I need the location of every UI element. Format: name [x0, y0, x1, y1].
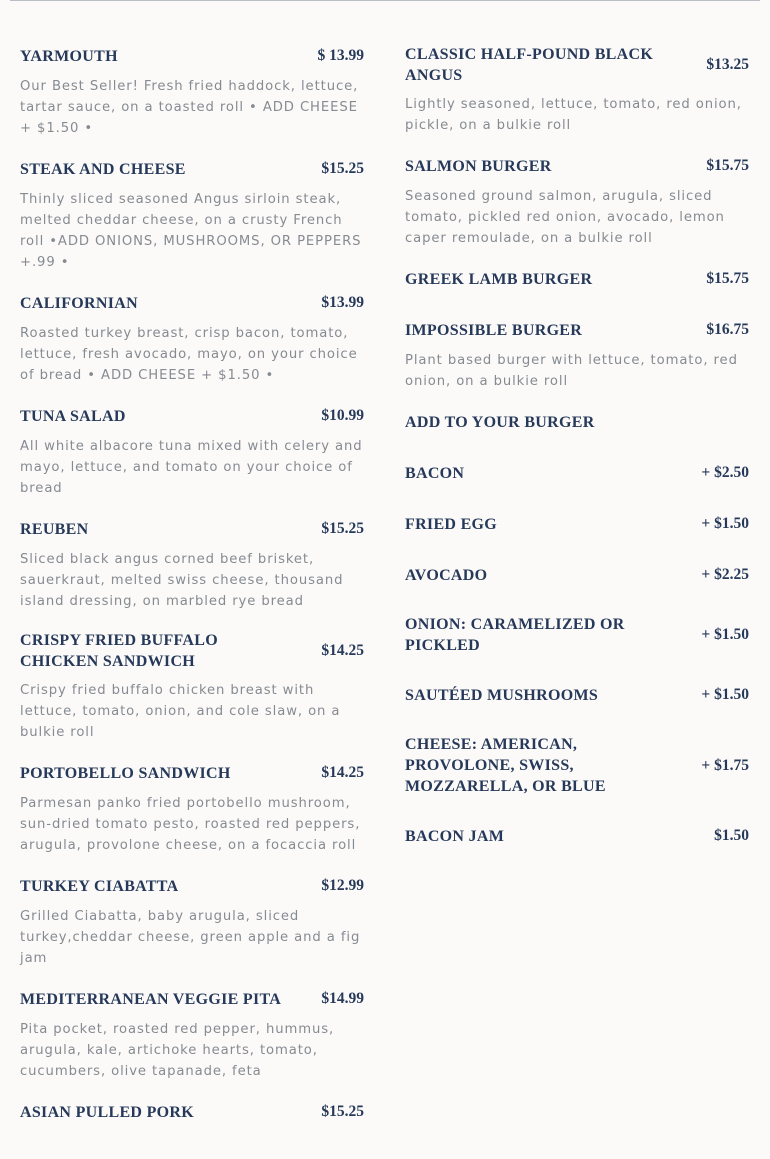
- item-name: SALMON BURGER: [405, 157, 552, 175]
- item-price: $15.25: [321, 520, 364, 537]
- item-name: CALIFORNIAN: [20, 294, 138, 312]
- item-price: $16.75: [706, 321, 749, 338]
- addon-item: [405, 824, 749, 848]
- menu-item: [405, 44, 749, 136]
- addon-price: + $1.75: [701, 756, 749, 774]
- addon-name: ONION: CARAMELIZED OR PICKLED: [405, 616, 625, 654]
- menu-item: [20, 44, 364, 139]
- menu-item: [20, 630, 364, 743]
- menu-item: [20, 404, 364, 499]
- item-name: STEAK AND CHEESE: [20, 160, 186, 178]
- item-description: All white albacore tuna mixed with celery and mayo, lettuce, and tomato on your choice of bread: [20, 439, 363, 496]
- item-description: Pita pocket, roasted red pepper, hummus, arugula, kale, artichoke hearts, tomato, cucumbers, olive tapanade, feta: [20, 1022, 335, 1079]
- addon-name: FRIED EGG: [405, 515, 498, 533]
- item-price: $10.99: [321, 407, 364, 424]
- menu-item: [20, 874, 364, 969]
- item-description: Sliced black angus corned beef brisket, sauerkraut, melted swiss cheese, thousand island dressing, on marbled rye bread: [20, 552, 344, 609]
- addon-item: [405, 461, 749, 485]
- addon-price: + $2.25: [701, 566, 749, 583]
- item-price: $15.75: [706, 157, 749, 174]
- addon-item: [405, 563, 749, 587]
- addon-name: BACON: [405, 464, 465, 482]
- sandwich-column: [20, 44, 364, 1142]
- top-divider: [10, 0, 760, 1]
- menu-item: [405, 318, 749, 392]
- burger-column: [405, 44, 749, 875]
- menu-item: [405, 154, 749, 249]
- item-description: Crispy fried buffalo chicken breast with lettuce, tomato, onion, and cole slaw, on a bulkie roll: [20, 683, 341, 740]
- item-description: Parmesan panko fried portobello mushroom, sun-dried tomato pesto, roasted red peppers, arugula, provolone cheese, on a focaccia roll: [20, 796, 361, 853]
- addon-price: + $1.50: [701, 626, 749, 643]
- item-description: Plant based burger with lettuce, tomato, red onion, on a bulkie roll: [405, 353, 738, 389]
- addon-name: AVOCADO: [405, 566, 488, 584]
- addon-price: + $1.50: [701, 686, 749, 703]
- item-price: $14.25: [321, 642, 364, 659]
- item-price: $15.25: [321, 160, 364, 177]
- item-name: ASIAN PULLED PORK: [20, 1103, 195, 1121]
- item-name: CLASSIC HALF-POUND BLACK ANGUS: [405, 46, 654, 84]
- addons-title: ADD TO YOUR BURGER: [405, 413, 595, 431]
- addon-price: + $1.50: [701, 515, 749, 532]
- item-name: MEDITERRANEAN VEGGIE PITA: [20, 990, 282, 1008]
- item-price: $ 13.99: [317, 47, 364, 64]
- addon-item: [405, 614, 749, 656]
- item-price: $15.75: [706, 270, 749, 287]
- item-price: $12.99: [321, 877, 364, 894]
- item-description: Seasoned ground salmon, arugula, sliced tomato, pickled red onion, avocado, lemon caper remoulade, on a bulkie roll: [405, 189, 725, 246]
- menu-item: [20, 157, 364, 273]
- item-price: $14.99: [321, 990, 364, 1007]
- item-name: TUNA SALAD: [20, 407, 126, 425]
- item-description: Our Best Seller! Fresh fried haddock, lettuce, tartar sauce, on a toasted roll • ADD CHEESE + $1.50 •: [20, 79, 359, 136]
- menu-item: [20, 291, 364, 386]
- item-description: Thinly sliced seasoned Angus sirloin steak, melted cheddar cheese, on a crusty French roll •ADD ONIONS, MUSHROOMS, OR PEPPERS +.99 •: [20, 192, 362, 270]
- addon-price: + $2.50: [701, 464, 749, 481]
- item-name: TURKEY CIABATTA: [20, 877, 179, 895]
- item-name: REUBEN: [20, 520, 89, 538]
- item-description: Lightly seasoned, lettuce, tomato, red onion, pickle, on a bulkie roll: [405, 97, 742, 133]
- menu-item: [20, 987, 364, 1082]
- item-price: $14.25: [321, 764, 364, 781]
- menu-item: [20, 517, 364, 612]
- item-name: GREEK LAMB BURGER: [405, 270, 593, 288]
- item-name: IMPOSSIBLE BURGER: [405, 321, 583, 339]
- item-name: PORTOBELLO SANDWICH: [20, 764, 231, 782]
- item-price: $13.25: [706, 56, 749, 73]
- item-description: Roasted turkey breast, crisp bacon, tomato, lettuce, fresh avocado, mayo, on your choice of bread • ADD CHEESE + $1.50 •: [20, 326, 358, 383]
- item-name: CRISPY FRIED BUFFALO CHICKEN SANDWICH: [20, 632, 219, 670]
- addon-item: [405, 683, 749, 707]
- addon-item: [405, 734, 749, 797]
- addon-name: BACON JAM: [405, 827, 505, 845]
- addon-name: SAUTÉED MUSHROOMS: [405, 686, 599, 704]
- item-description: Grilled Ciabatta, baby arugula, sliced turkey,cheddar cheese, green apple and a fig jam: [20, 909, 361, 966]
- item-price: $13.99: [321, 294, 364, 311]
- item-name: YARMOUTH: [20, 47, 118, 65]
- menu-item: [405, 267, 749, 291]
- addon-item: [405, 512, 749, 536]
- item-price: $15.25: [321, 1103, 364, 1120]
- addon-name: CHEESE: AMERICAN, PROVOLONE, SWISS, MOZZARELLA, OR BLUE: [405, 736, 606, 795]
- addon-price: $1.50: [714, 827, 749, 844]
- menu-item: [20, 1100, 364, 1124]
- menu-item: [20, 761, 364, 856]
